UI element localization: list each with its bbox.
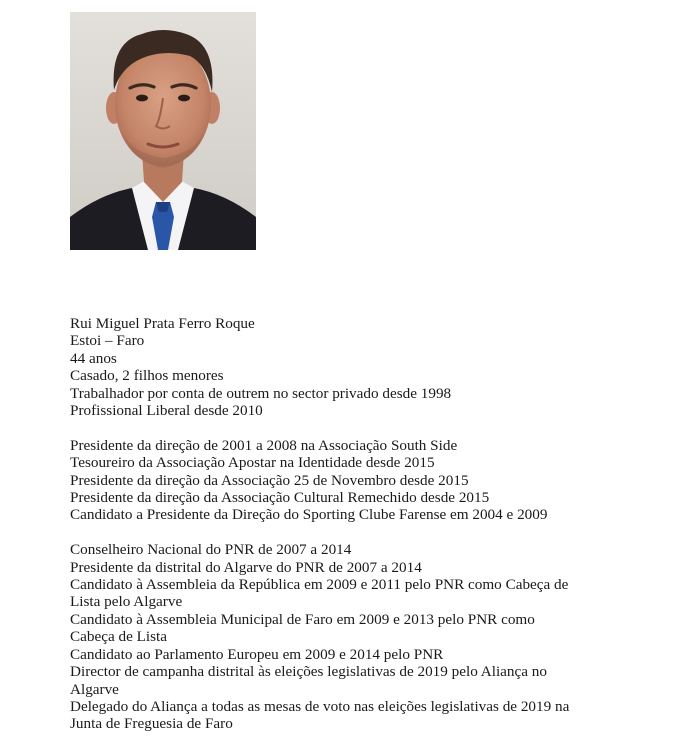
- political-item: Director de campanha distrital às eleições legislativas de 2019 pelo Aliança no: [70, 663, 547, 681]
- political-list: [70, 541, 600, 732]
- political-item: Cabeça de Lista: [70, 628, 167, 646]
- bio-text: [70, 315, 600, 733]
- political-item: Delegado do Aliança a todas as mesas de voto nas eleições legislativas de 2019 na: [70, 697, 570, 715]
- association-item: Tesoureiro da Associação Apostar na Identidade desde 2015: [70, 454, 435, 472]
- association-item: Candidato a Presidente da Direção do Sporting Clube Farense em 2004 e 2009: [70, 506, 548, 524]
- family-status: Casado, 2 filhos menores: [70, 367, 224, 385]
- location: Estoi – Faro: [70, 332, 145, 350]
- profession-info: Profissional Liberal desde 2010: [70, 402, 263, 420]
- associations-list: [70, 437, 600, 524]
- political-item: Candidato à Assembleia Municipal de Faro em 2009 e 2013 pelo PNR como: [70, 610, 535, 628]
- political-item: Candidato ao Parlamento Europeu em 2009 e 2014 pelo PNR: [70, 645, 444, 663]
- political-item: Presidente da distrital do Algarve do PNR de 2007 a 2014: [70, 558, 422, 576]
- portrait-illustration: [70, 12, 256, 250]
- work-info: Trabalhador por conta de outrem no sector privado desde 1998: [70, 384, 452, 402]
- political-item: Candidato à Assembleia da República em 2009 e 2011 pelo PNR como Cabeça de: [70, 576, 569, 594]
- personal-info: [70, 315, 600, 419]
- association-item: Presidente da direção da Associação Cultural Remechido desde 2015: [70, 489, 490, 507]
- political-item: Algarve: [70, 680, 119, 698]
- association-item: Presidente da direção da Associação 25 de Novembro desde 2015: [70, 471, 469, 489]
- political-item: Junta de Freguesia de Faro: [70, 715, 233, 733]
- political-item: Lista pelo Algarve: [70, 593, 183, 611]
- association-item: Presidente da direção de 2001 a 2008 na Associação South Side: [70, 436, 458, 454]
- political-item: Conselheiro Nacional do PNR de 2007 a 2014: [70, 541, 352, 559]
- portrait-photo: [70, 12, 256, 250]
- age: 44 anos: [70, 349, 117, 367]
- name: Rui Miguel Prata Ferro Roque: [70, 315, 255, 332]
